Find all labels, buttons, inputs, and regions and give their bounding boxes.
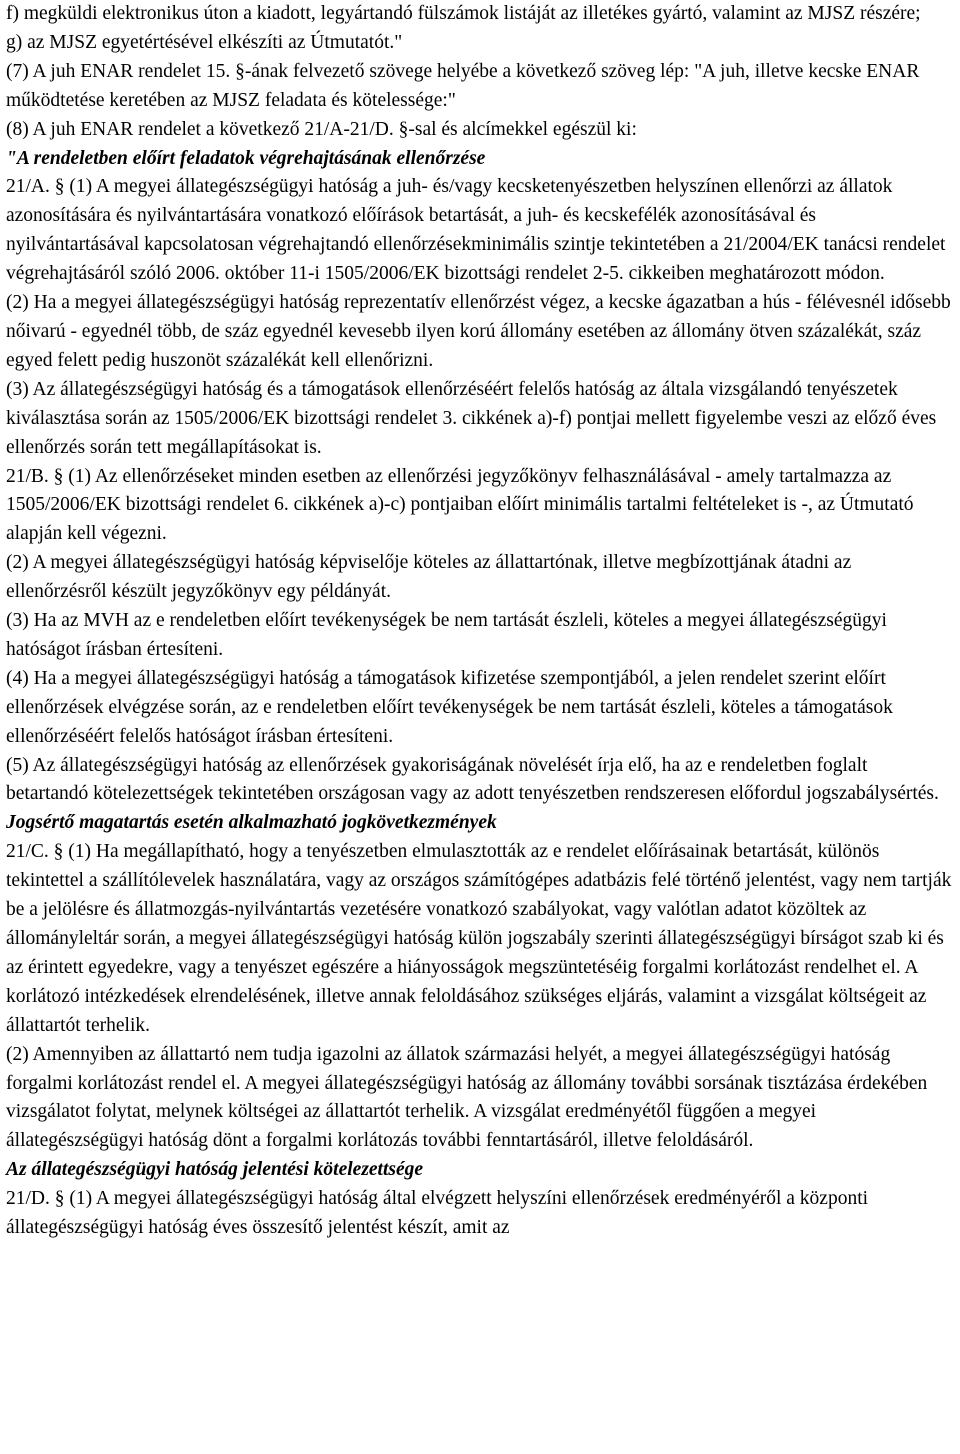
paragraph-21a-2: (2) Ha a megyei állategészségügyi hatóság reprezentatív ellenőrzést végez, a kecske ágazatban a hús - félévesnél idősebb nőivarú - egyednél több, de száz egyednél kevesebb ilyen korú állomány esetében az állomány ötven százalékát, száz egyed felett pedig huszonöt százalékát kell ellenőrizni.: [6, 292, 951, 371]
paragraph-g: g) az MJSZ egyetértésével elkészíti az Útmutatót.": [6, 31, 403, 53]
paragraph-21b-4: (4) Ha a megyei állategészségügyi hatóság a támogatások kifizetése szempontjából, a jelen rendelet szerint előírt ellenőrzések elvégzése során, az e rendeletben előírt tevékenységek be nem tartását észleli, köteles a támogatások ellenőrzéséért felelős hatóságot írásban értesíteni.: [6, 667, 893, 747]
paragraph-7: (7) A juh ENAR rendelet 15. §-ának felvezető szövege helyébe a következő szöveg lép: "A juh, illetve kecske ENAR működtetése keretében az MJSZ feladata és kötelessége:": [6, 60, 920, 111]
section-heading-jogkovetkezmenyek: Jogsértő magatartás esetén alkalmazható jogkövetkezmények: [6, 812, 497, 834]
section-heading-ellenorzes: "A rendeletben előírt feladatok végrehajtásának ellenőrzése: [6, 147, 486, 169]
paragraph-21c-1: 21/C. § (1) Ha megállapítható, hogy a tenyészetben elmulasztották az e rendelet előírásainak betartását, különös tekintettel a szállítólevelek használatára, vagy az országos számítógépes adatbázis felé történő jelentést, vagy nem tartják be a jelölésre és állatmozgás-nyilvántartás vezetésére vonatkozó szabályokat, vagy valótlan adatot közöltek az állományleltár során, a megyei állategészségügyi hatóság külön jogszabály szerinti állategészségügyi bírságot szab ki és az érintett egyedekre, vagy a tenyészet egészére a hiányosságok megszüntetéséig forgalmi korlátozást rendelhet el. A korlátozó intézkedések elrendelésének, illetve annak feloldásához szükséges eljárás, valamint a vizsgálat költségeit az állattartót terhelik.: [6, 841, 952, 1036]
section-heading-jelentesi-kotelezettseg: Az állategészségügyi hatóság jelentési kötelezettsége: [6, 1159, 424, 1181]
paragraph-21b-1: 21/B. § (1) Az ellenőrzéseket minden esetben az ellenőrzési jegyzőkönyv felhasználásával - amely tartalmazza az 1505/2006/EK bizottsági rendelet 6. cikkének a)-c) pontjaiban előírt minimális tartalmi feltételeket is -, az Útmutató alapján kell végezni.: [6, 465, 914, 545]
paragraph-f: f) megküldi elektronikus úton a kiadott, legyártandó fülszámok listáját az illetékes gyártó, valamint az MJSZ részére;: [6, 3, 921, 24]
paragraph-21b-5: (5) Az állategészségügyi hatóság az ellenőrzések gyakoriságának növelését írja elő, ha az e rendeletben foglalt betartandó kötelezettségek tekintetében országosan vagy az adott tenyészetben rendszeresen előfordul jogszabálysértés.: [6, 754, 939, 805]
paragraph-21b-2: (2) A megyei állategészségügyi hatóság képviselője köteles az állattartónak, illetve megbízottjának átadni az ellenőrzésről készült jegyzőkönyv egy példányát.: [6, 552, 852, 603]
paragraph-21b-3: (3) Ha az MVH az e rendeletben előírt tevékenységek be nem tartását észleli, köteles a megyei állategészségügyi hatóságot írásban értesíteni.: [6, 610, 887, 660]
paragraph-21d-1: 21/D. § (1) A megyei állategészségügyi hatóság által elvégzett helyszíni ellenőrzések eredményéről a központi állategészségügyi hatóság éves összesítő jelentést készít, amit az: [6, 1188, 869, 1239]
paragraph-8: (8) A juh ENAR rendelet a következő 21/A-21/D. §-sal és alcímekkel egészül ki:: [6, 118, 637, 140]
paragraph-21c-2: (2) Amennyiben az állattartó nem tudja igazolni az állatok származási helyét, a megyei állategészségügyi hatóság forgalmi korlátozást rendel el. A megyei állategészségügyi hatóság az állomány további sorsának tisztázása érdekében vizsgálatot folytat, melynek költségei az állattartót terhelik. A vizsgálat eredményétől függően a megyei állategészségügyi hatóság dönt a forgalmi korlátozás további fenntartásáról, illetve feloldásáról.: [6, 1043, 928, 1152]
paragraph-21a-3: (3) Az állategészségügyi hatóság és a támogatások ellenőrzéséért felelős hatóság az általa vizsgálandó tenyészetek kiválasztása során az 1505/2006/EK bizottsági rendelet 3. cikkének a)-f) pontjai mellett figyelembe veszi az előző éves ellenőrzés során tett megállapításokat is.: [6, 378, 937, 458]
paragraph-21a-1: 21/A. § (1) A megyei állategészségügyi hatóság a juh- és/vagy kecsketenyészetben helyszínen ellenőrzi az állatok azonosítására és nyilvántartására vonatkozó előírások betartását, a juh- és kecskefélék azonosításával és nyilvántartásával kapcsolatosan végrehajtandó ellenőrzésekminimális szintje tekintetében a 21/2004/EK tanácsi rendelet végrehajtásáról szóló 2006. október 11-i 1505/2006/EK bizottsági rendelet 2-5. cikkeiben meghatározott módon.: [6, 176, 946, 285]
